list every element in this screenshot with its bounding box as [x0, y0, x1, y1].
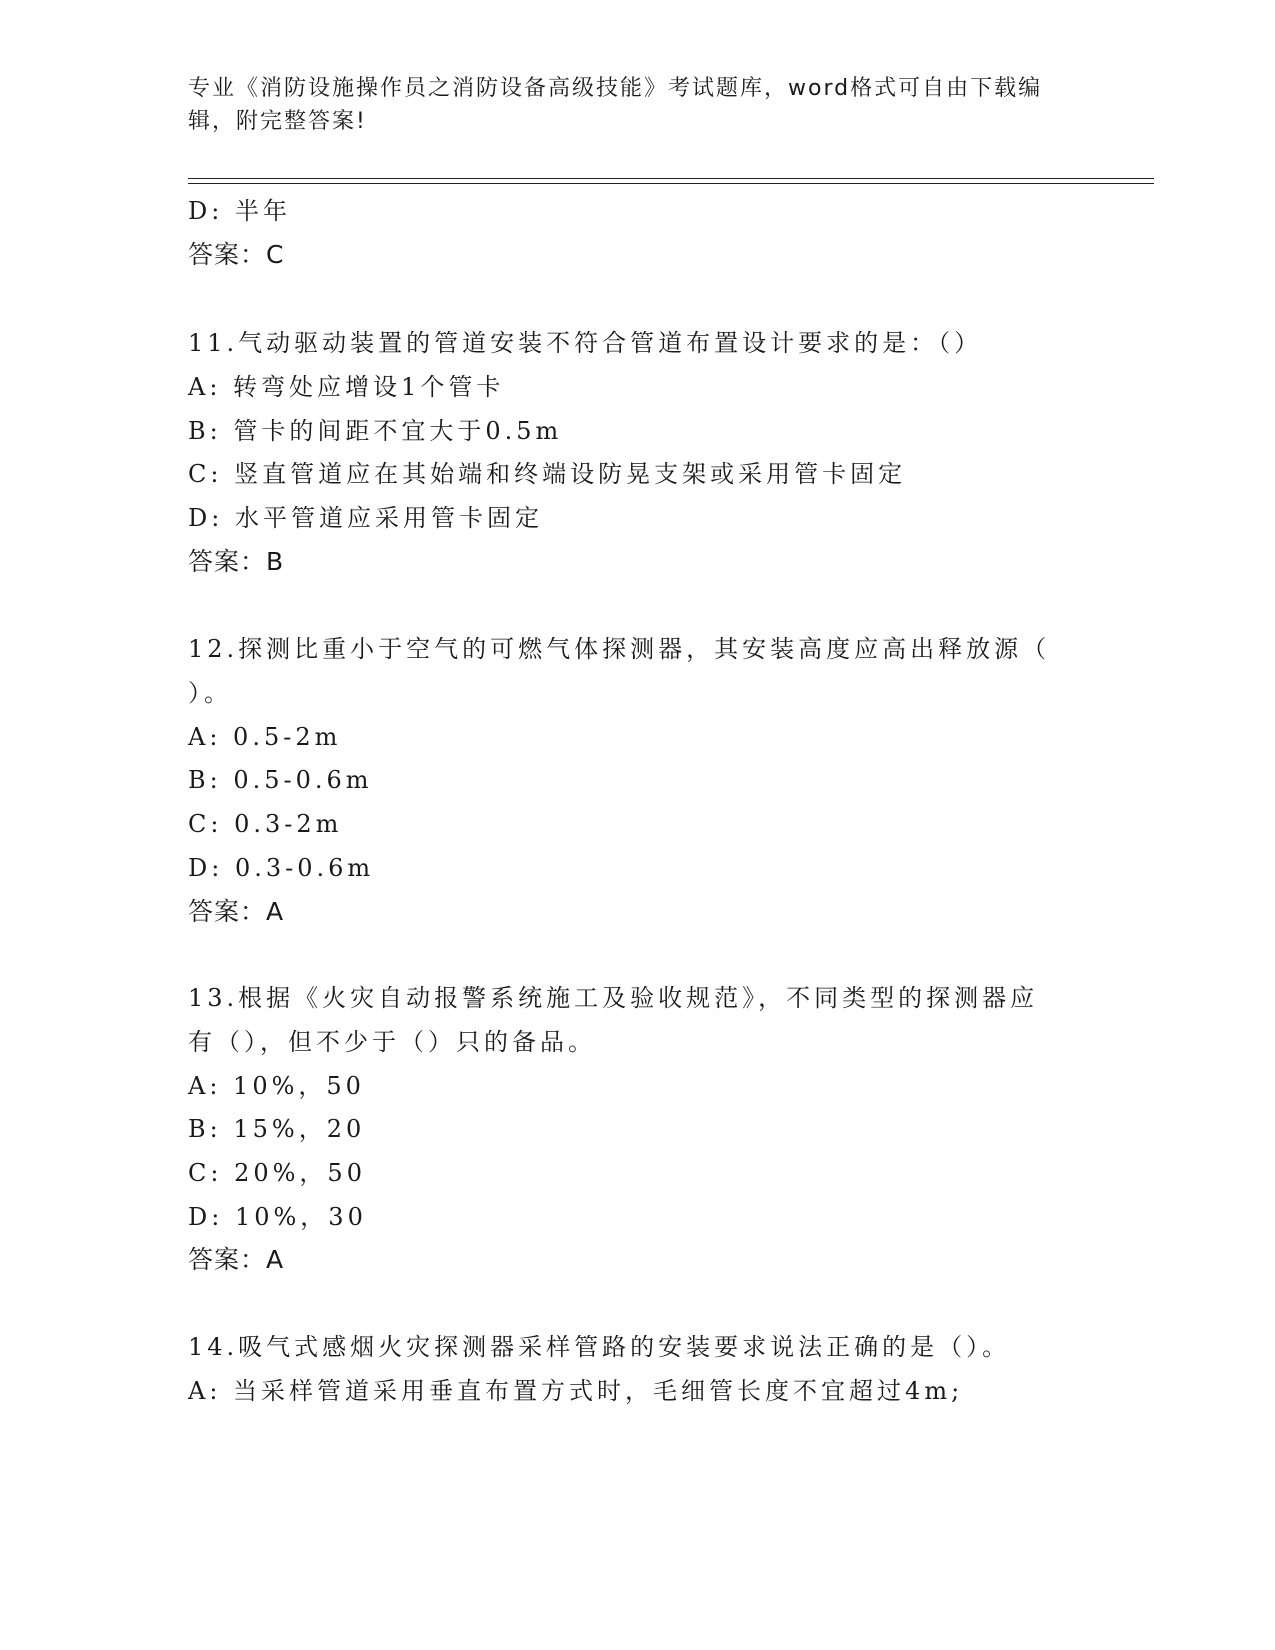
answer: 答案：B — [188, 547, 285, 576]
option-d: D: 10%，30 — [188, 1203, 367, 1231]
option-d: D: 水平管道应采用管卡固定 — [188, 504, 543, 532]
option-d: D: 0.3-0.6m — [188, 854, 375, 882]
question-stem: 13.根据《火灾自动报警系统施工及验收规范》，不同类型的探测器应 — [188, 984, 1039, 1012]
header-divider-bottom — [188, 183, 1154, 184]
option-c: C: 0.3-2m — [188, 810, 343, 838]
option-c: C: 竖直管道应在其始端和终端设防晃支架或采用管卡固定 — [188, 460, 907, 488]
question-stem-continued: 有（），但不少于（）只的备品。 — [188, 1028, 596, 1056]
option-a: A: 当采样管道采用垂直布置方式时，毛细管长度不宜超过4m; — [188, 1377, 964, 1405]
question-stem: 11.气动驱动装置的管道安装不符合管道布置设计要求的是：（） — [188, 329, 983, 357]
option-a: A: 10%，50 — [188, 1072, 365, 1100]
question-stem-continued: ）。 — [188, 679, 232, 707]
option-b: B: 0.5-0.6m — [188, 766, 373, 794]
option-b: B: 管卡的间距不宜大于0.5m — [188, 417, 563, 445]
header-line-1: 专业《消防设施操作员之消防设备高级技能》考试题库，word格式可自由下载编 — [188, 76, 1043, 101]
answer: 答案：A — [188, 897, 285, 926]
prev-answer: 答案：C — [188, 240, 285, 269]
prev-option-d: D: 半年 — [188, 197, 291, 225]
header-line-2: 辑，附完整答案! — [188, 109, 367, 134]
answer: 答案：A — [188, 1245, 285, 1274]
header-divider-top — [188, 178, 1154, 179]
option-a: A: 0.5-2m — [188, 723, 342, 751]
question-stem: 12.探测比重小于空气的可燃气体探测器，其安装高度应高出释放源（ — [188, 635, 1051, 663]
question-stem: 14.吸气式感烟火灾探测器采样管路的安装要求说法正确的是（）。 — [188, 1333, 1011, 1361]
document-header — [188, 72, 1068, 138]
option-c: C: 20%，50 — [188, 1159, 366, 1187]
option-a: A: 转弯处应增设1个管卡 — [188, 373, 505, 401]
option-b: B: 15%，20 — [188, 1115, 366, 1143]
